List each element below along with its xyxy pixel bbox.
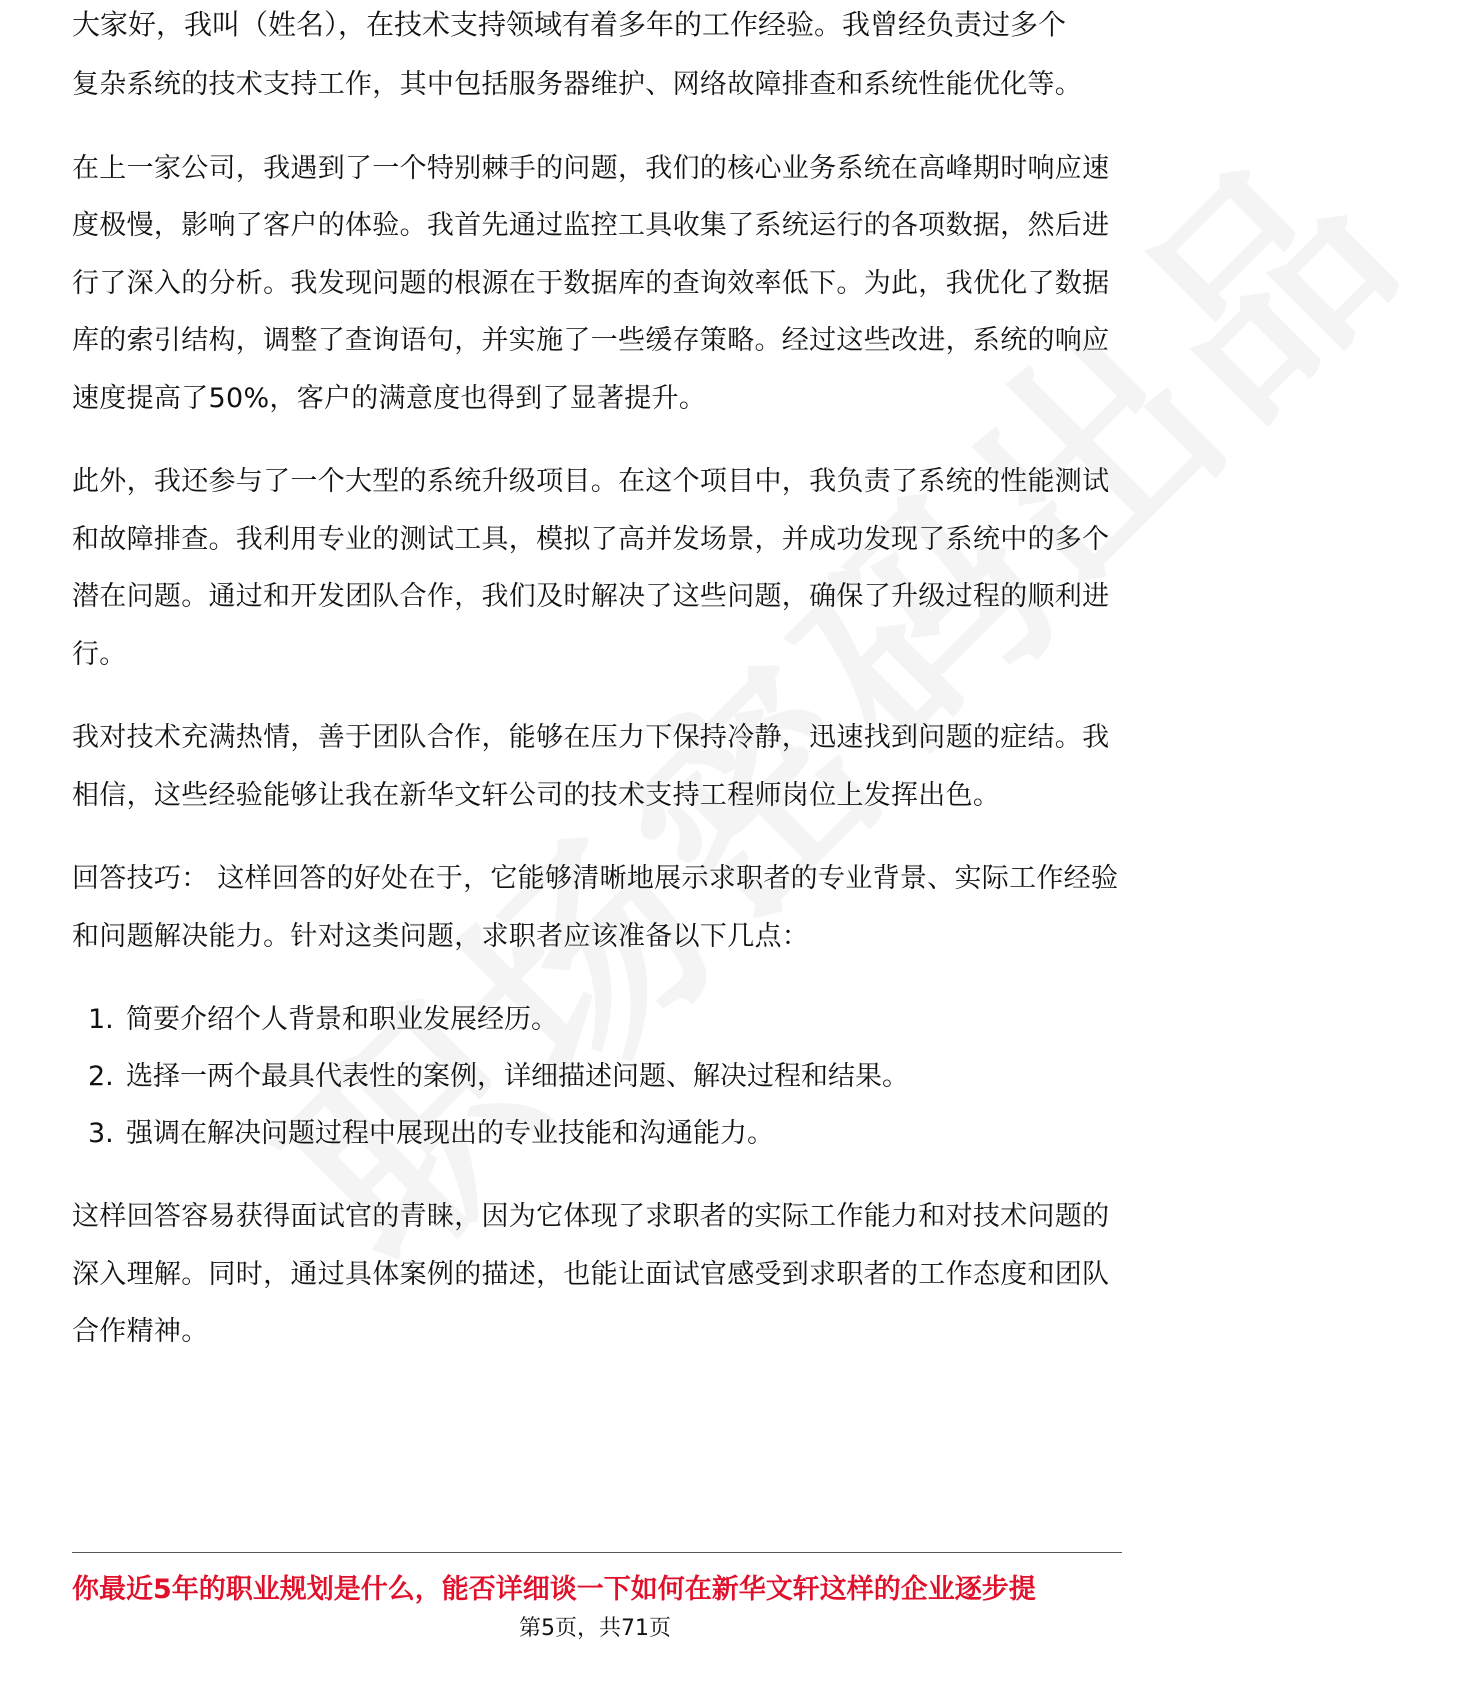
tips-list-number: 1.: [88, 1004, 114, 1035]
cropped-top-line: [72, 8, 1122, 56]
tips-list-text: 选择一两个最具代表性的案例，详细描述问题、解决过程和结果。: [126, 1061, 909, 1092]
tips-list-item: [72, 1105, 1122, 1162]
tips-list: [72, 991, 1122, 1162]
tips-list-number: 3.: [88, 1118, 114, 1149]
closing-paragraph: 这样回答容易获得面试官的青睐，因为它体现了求职者的实际工作能力和对技术问题的深入理解。同时，通过具体案例的描述，也能让面试官感受到求职者的工作态度和团队合作精神。: [72, 1201, 1110, 1347]
document-body: [72, 8, 1122, 1387]
tips-list-text: 强调在解决问题过程中展现出的专业技能和沟通能力。: [126, 1118, 774, 1149]
section-divider: [72, 1552, 1122, 1553]
tips-list-number: 2.: [88, 1061, 114, 1092]
cropped-top-line-text: 大家好，我叫（姓名），在技术支持领域有着多年的工作经验。我曾经负责过多个: [72, 8, 1067, 41]
answer-paragraph-1: 复杂系统的技术支持工作，其中包括服务器维护、网络故障排查和系统性能优化等。: [72, 69, 1083, 100]
tips-list-item: [72, 1048, 1122, 1105]
tips-intro-paragraph: 回答技巧： 这样回答的好处在于，它能够清晰地展示求职者的专业背景、实际工作经验和问题解决能力。针对这类问题，求职者应该准备以下几点：: [72, 863, 1119, 952]
page-footer: 第5页，共71页: [519, 1616, 671, 1641]
tips-list-text: 简要介绍个人背景和职业发展经历。: [126, 1004, 558, 1035]
answer-paragraph-3: 此外，我还参与了一个大型的系统升级项目。在这个项目中，我负责了系统的性能测试和故障排查。我利用专业的测试工具，模拟了高并发场景，并成功发现了系统中的多个潜在问题。通过和开发团队合作，我们及时解决了这些问题，确保了升级过程的顺利进行。: [72, 466, 1110, 670]
tips-list-item: [72, 991, 1122, 1048]
answer-paragraph-4: 我对技术充满热情，善于团队合作，能够在压力下保持冷静，迅速找到问题的症结。我相信，这些经验能够让我在新华文轩公司的技术支持工程师岗位上发挥出色。: [72, 722, 1110, 811]
next-question-heading: 你最近5年的职业规划是什么，能否详细谈一下如何在新华文轩这样的企业逐步提: [72, 1574, 1036, 1605]
answer-paragraph-2: 在上一家公司，我遇到了一个特别棘手的问题，我们的核心业务系统在高峰期时响应速度极慢，影响了客户的体验。我首先通过监控工具收集了系统运行的各项数据，然后进行了深入的分析。我发现问题的根源在于数据库的查询效率低下。为此，我优化了数据库的索引结构，调整了查询语句，并实施了一些缓存策略。经过这些改进，系统的响应速度提高了50%，客户的满意度也得到了显著提升。: [72, 152, 1110, 414]
